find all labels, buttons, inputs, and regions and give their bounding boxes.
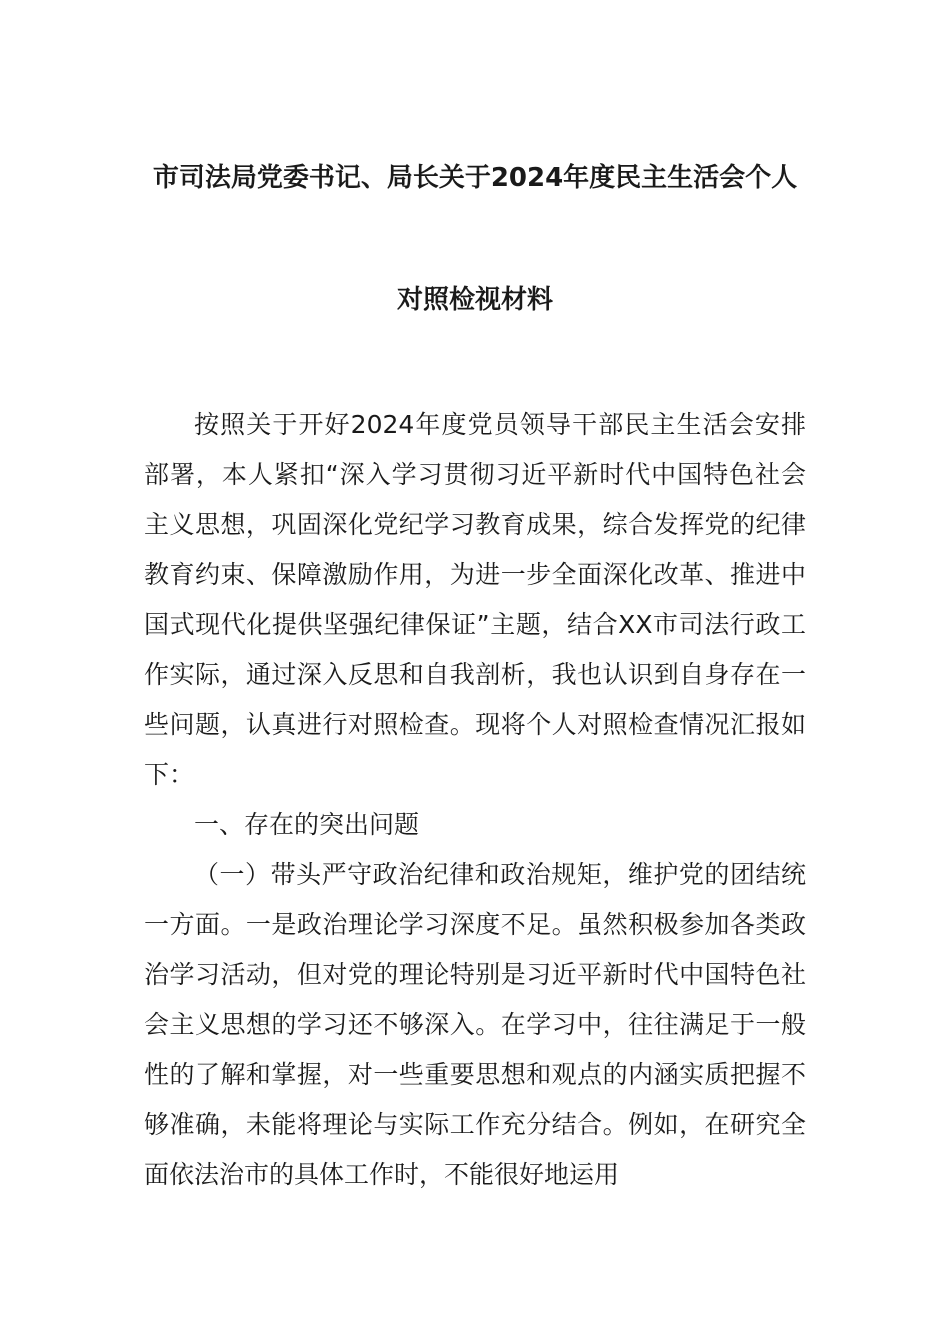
- intro-paragraph: 按照关于开好2024年度党员领导干部民主生活会安排部署，本人紧扣“深入学习贯彻习近平新时代中国特色社会主义思想，巩固深化党纪学习教育成果，综合发挥党的纪律教育约束、保障激励作用，为进一步全面深化改革、推进中国式现代化提供坚强纪律保证”主题，结合XX市司法行政工作实际，通过深入反思和自我剖析，我也认识到自身存在一些问题，认真进行对照检查。现将个人对照检查情况汇报如下：: [144, 410, 806, 789]
- section-heading: 一、存在的突出问题: [194, 810, 420, 839]
- document-title-line-1: 市司法局党委书记、局长关于2024年度民主生活会个人: [152, 163, 798, 193]
- document-body: [144, 400, 806, 1200]
- section-paragraph: （一）带头严守政治纪律和政治规矩，维护党的团结统一方面。一是政治理论学习深度不足。虽然积极参加各类政治学习活动，但对党的理论特别是习近平新时代中国特色社会主义思想的学习还不够深入。在学习中，往往满足于一般性的了解和掌握，对一些重要思想和观点的内涵实质把握不够准确，未能将理论与实际工作充分结合。例如，在研究全面依法治市的具体工作时，不能很好地运用: [144, 860, 806, 1189]
- document-title-line-2: 对照检视材料: [396, 285, 553, 315]
